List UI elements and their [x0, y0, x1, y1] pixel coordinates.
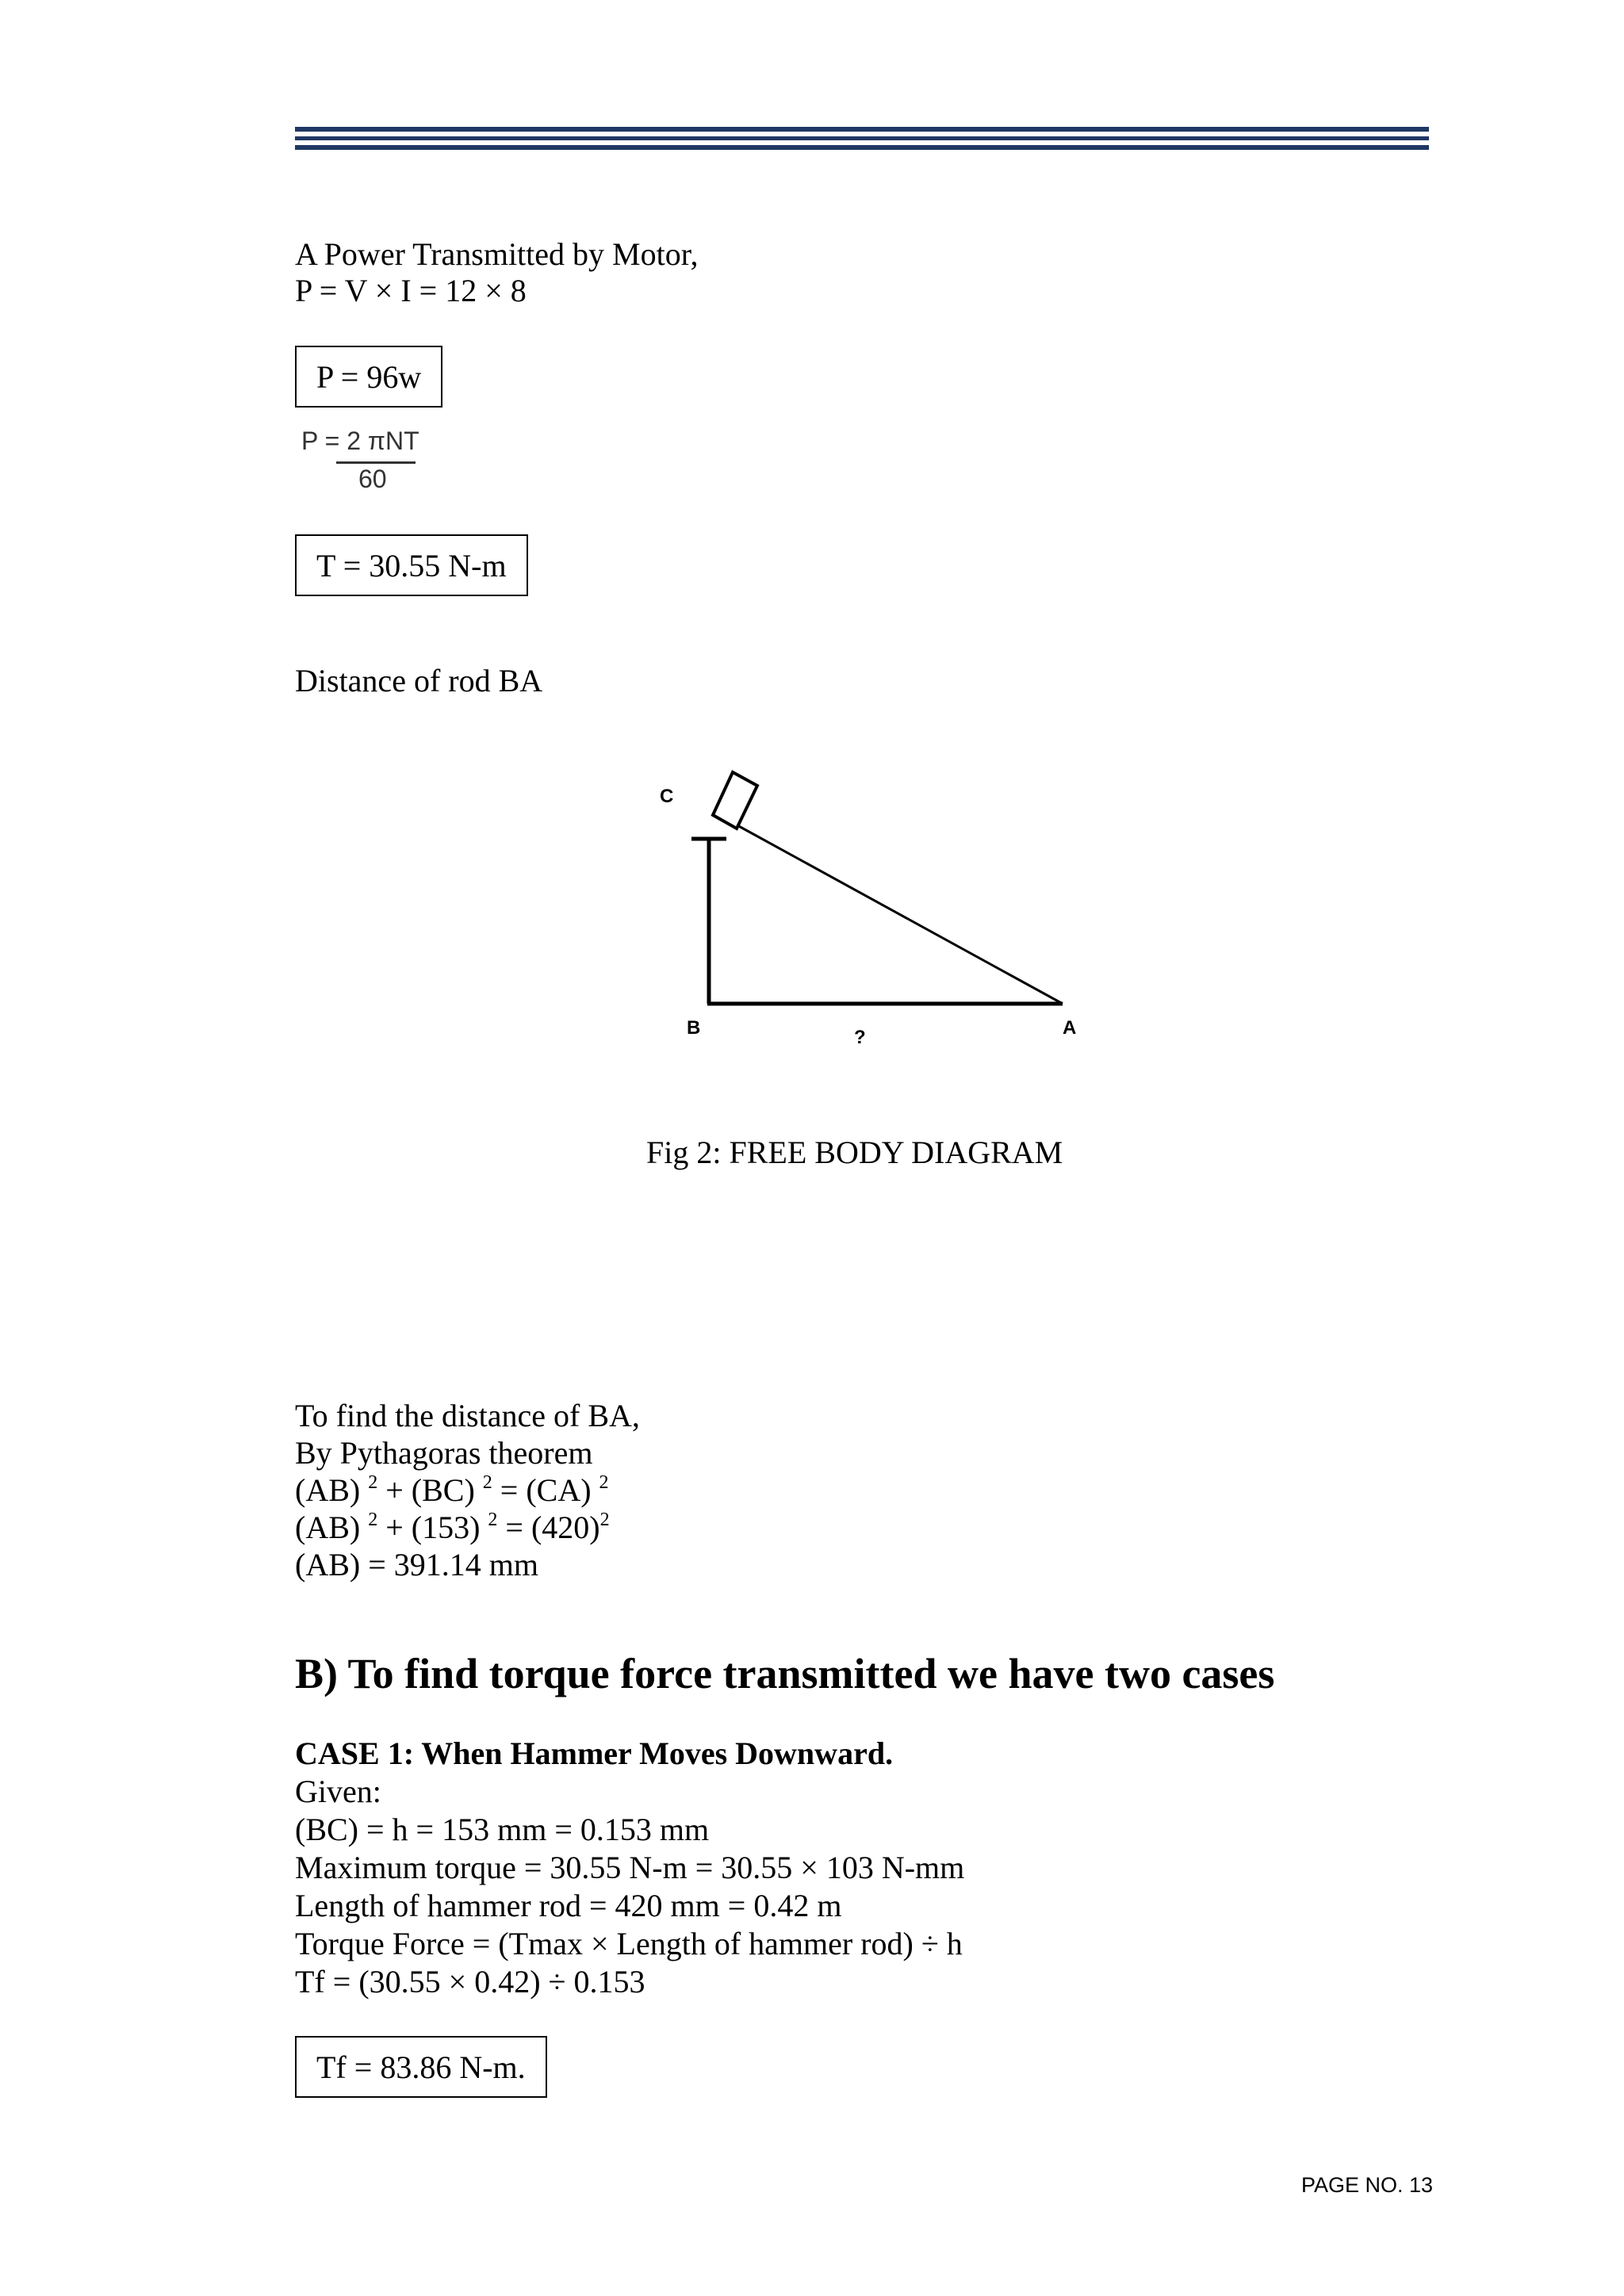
- label-c: C: [660, 786, 674, 807]
- torque-force-substitution: Tf = (30.55 × 0.42) ÷ 0.153: [295, 1964, 645, 1999]
- eq2-exp-ca: 2: [599, 1510, 610, 1530]
- eq2-ca: = (420): [505, 1510, 600, 1545]
- eq1-ab: (AB): [295, 1472, 361, 1508]
- distance-label: Distance of rod BA: [295, 663, 543, 698]
- header-rule-bottom: [295, 145, 1429, 150]
- formula-fraction-bar: [336, 461, 416, 464]
- label-b: B: [687, 1017, 701, 1039]
- pythagoras-equation-values: [295, 1509, 610, 1546]
- eq1-exp-ca: 2: [599, 1472, 609, 1493]
- eq2-bc: + (153): [385, 1510, 481, 1545]
- figure-caption: Fig 2: FREE BODY DIAGRAM: [646, 1135, 1063, 1170]
- eq2-exp-bc: 2: [488, 1510, 498, 1530]
- torque-force-result-box: Tf = 83.86 N-m.: [295, 2036, 547, 2098]
- given-bc: (BC) = h = 153 mm = 0.153 mm: [295, 1812, 710, 1847]
- section-b-heading: B) To find torque force transmitted we have two cases: [295, 1650, 1275, 1697]
- power-equation-text: P = V × I = 12 × 8: [295, 273, 527, 308]
- label-unknown: ?: [854, 1027, 866, 1048]
- hammer-head: [713, 772, 757, 828]
- power-result-box: P = 96w: [295, 346, 442, 408]
- eq1-ca: = (CA): [500, 1472, 592, 1508]
- pythagoras-result: (AB) = 391.14 mm: [295, 1547, 538, 1582]
- label-a: A: [1063, 1017, 1077, 1039]
- eq1-bc: + (BC): [385, 1472, 475, 1508]
- pythagoras-intro: To find the distance of BA,: [295, 1398, 640, 1433]
- rod-ca: [736, 825, 1063, 1004]
- page-number: PAGE NO. 13: [1301, 2173, 1434, 2197]
- pythagoras-equation-general: [295, 1471, 609, 1509]
- torque-result-box: T = 30.55 N-m: [295, 534, 528, 596]
- pythagoras-theorem-label: By Pythagoras theorem: [295, 1435, 593, 1471]
- eq1-exp-ab: 2: [368, 1472, 378, 1493]
- eq2-exp-ab: 2: [368, 1510, 378, 1530]
- header-rule-top: [295, 127, 1429, 132]
- power-formula: [301, 427, 436, 495]
- header-rule-middle: [295, 136, 1429, 140]
- eq2-ab: (AB): [295, 1510, 361, 1545]
- torque-force-formula: Torque Force = (Tmax × Length of hammer rod) ÷ h: [295, 1926, 963, 1961]
- power-intro-text: A Power Transmitted by Motor,: [295, 236, 699, 272]
- free-body-diagram: [634, 753, 1110, 1070]
- given-rod-length: Length of hammer rod = 420 mm = 0.42 m: [295, 1888, 842, 1923]
- given-max-torque: Maximum torque = 30.55 N-m = 30.55 × 103 N-mm: [295, 1850, 965, 1885]
- formula-denominator: 60: [358, 465, 387, 493]
- given-label: Given:: [295, 1774, 381, 1809]
- formula-numerator: P = 2 πNT: [301, 427, 419, 455]
- eq1-exp-bc: 2: [482, 1472, 492, 1493]
- case1-title: CASE 1: When Hammer Moves Downward.: [295, 1735, 894, 1771]
